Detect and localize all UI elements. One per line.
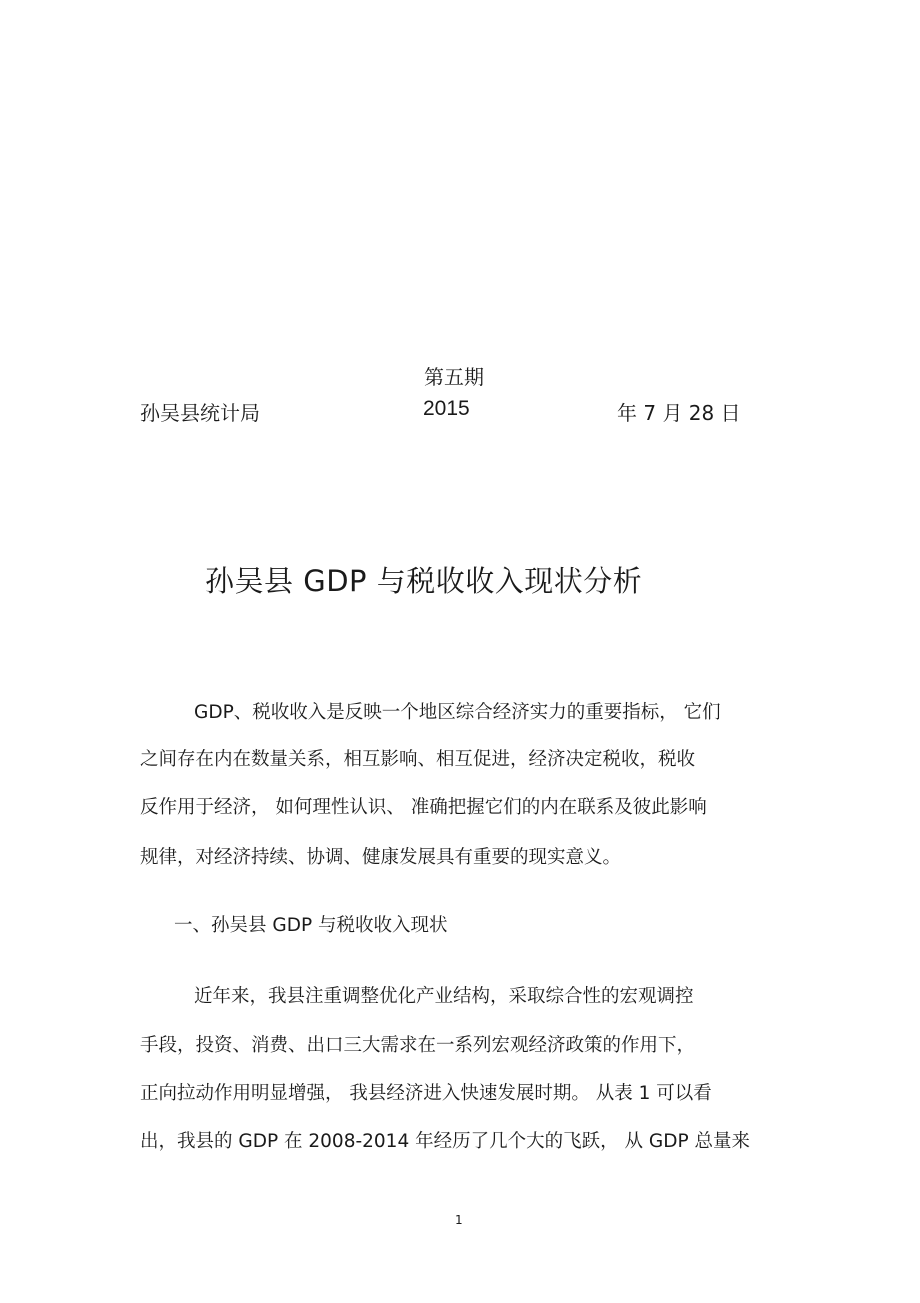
intro-line: 反作用于经济， 如何理性认识、 准确把握它们的内在联系及彼此影响: [140, 797, 707, 818]
intro-line: 规律，对经济持续、协调、健康发展具有重要的现实意义。: [140, 847, 622, 868]
header-date: 年 7 月 28 日: [617, 401, 741, 425]
intro-line: 之间存在内在数量关系，相互影响、相互促进，经济决定税收，税收: [140, 749, 696, 770]
section-line: 正向拉动作用明显增强， 我县经济进入快速发展时期。 从表 1 可以看: [140, 1083, 712, 1104]
section-line: 出，我县的 GDP 在 2008-2014 年经历了几个大的飞跃， 从 GDP 总量来: [140, 1131, 750, 1152]
section-heading: 一、孙吴县 GDP 与税收收入现状: [174, 915, 448, 936]
page-number: 1: [455, 1213, 463, 1227]
header-organization: 孙吴县统计局: [140, 401, 260, 425]
intro-line: GDP、税收收入是反映一个地区综合经济实力的重要指标， 它们: [194, 702, 721, 723]
section-line: 手段，投资、消费、出口三大需求在一系列宏观经济政策的作用下，: [140, 1035, 696, 1056]
document-title: 孙吴县 GDP 与税收收入现状分析: [205, 564, 643, 598]
issue-number: 第五期: [424, 365, 484, 389]
section-line: 近年来，我县注重调整优化产业结构，采取综合性的宏观调控: [194, 986, 694, 1007]
header-year: 2015: [423, 397, 470, 420]
